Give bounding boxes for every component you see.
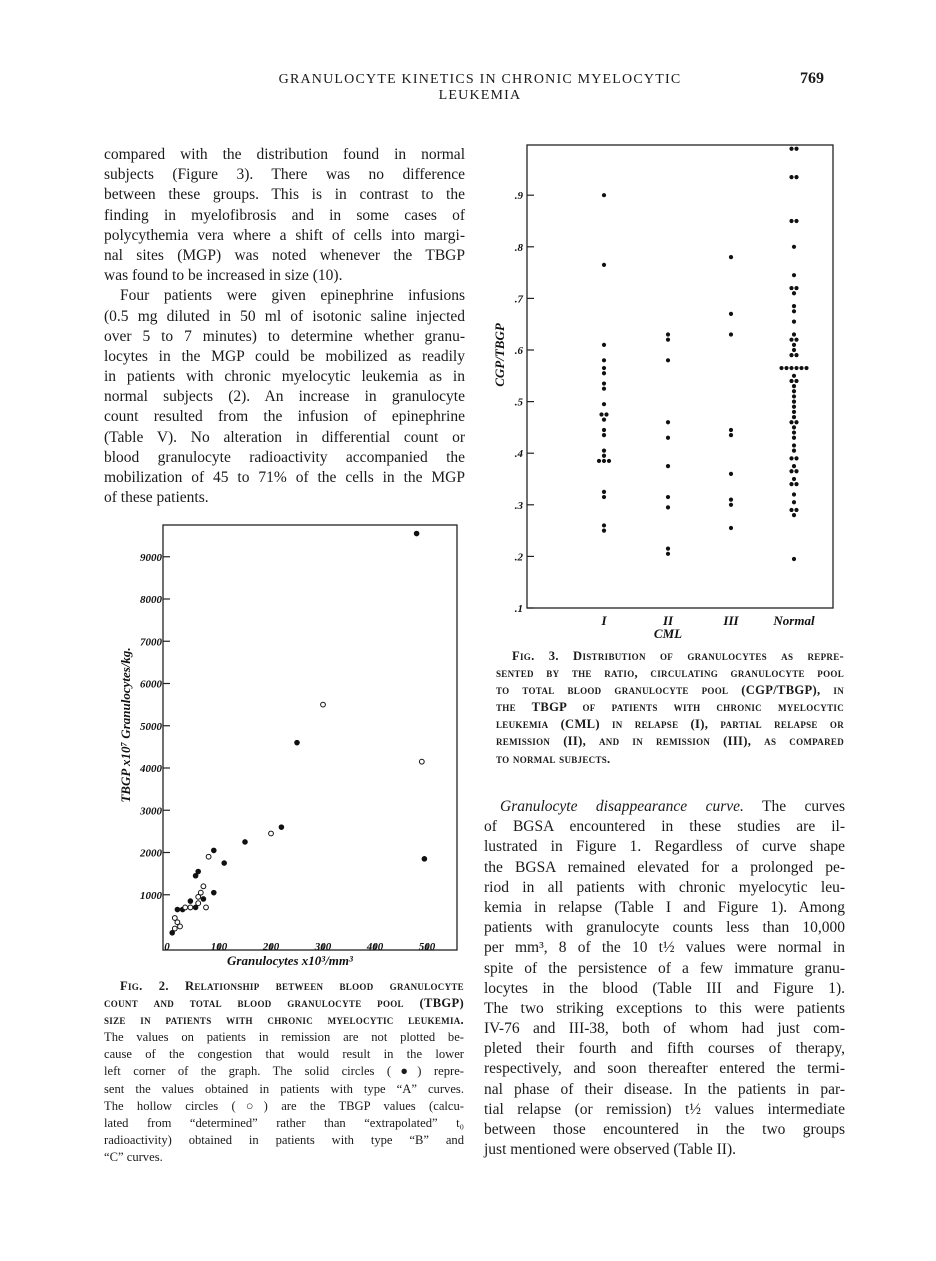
paragraph-line: patients with granulocyte counts less than 10,000 [484, 919, 845, 937]
caption-line: “C” curves. [104, 1149, 163, 1164]
paragraph-line: respectively, and soon thereafter entered the termi- [484, 1060, 845, 1078]
paragraph-line: compared with the distribution found in normal [104, 146, 465, 163]
paragraph-line: in patients with chronic myelocytic leukemia as in [104, 368, 465, 386]
data-point-normal [792, 449, 796, 453]
paragraph-line: (0.5 mg diluted in 50 ml of isotonic saline injected [104, 307, 465, 325]
data-point-i [602, 193, 606, 197]
paragraph-line: the BGSA remained elevated for a prolonged pe- [484, 858, 845, 876]
data-point-normal [789, 482, 793, 486]
data-point-normal [794, 482, 798, 486]
data-point-i [602, 263, 606, 267]
data-point-i [597, 459, 601, 463]
solid-data-point [414, 531, 419, 536]
paragraph-line: Granulocyte disappearance curve. The curves [500, 798, 845, 815]
paragraph-line: per mm³, 8 of the 10 t½ values were normal in [484, 939, 845, 957]
data-point-ii [666, 495, 670, 499]
paragraph-line: between those encountered in the two groups [484, 1121, 845, 1138]
paragraph-line: normal subjects (2). An increase in granulocyte [104, 388, 465, 406]
hollow-data-point [178, 924, 183, 929]
paragraph-line: polycythemia vera where a shift of cells into margi- [104, 226, 465, 244]
y-axis-label: CGP/TBGP [492, 323, 507, 387]
caption-line: to normal subjects. [496, 751, 611, 766]
data-point-i [602, 418, 606, 422]
data-point-ii [666, 505, 670, 509]
data-point-normal [794, 456, 798, 460]
hollow-data-point [196, 901, 201, 906]
data-point-normal [792, 309, 796, 313]
data-point-normal [789, 353, 793, 357]
paragraph-line: subjects (Figure 3). There was no difference [104, 166, 465, 184]
paragraph-line: IV-76 and III-38, both of whom had just com- [484, 1020, 845, 1038]
caption-line: Fig. 2. Relationship between blood granulocyte [120, 979, 464, 993]
data-point-normal [789, 147, 793, 151]
caption-line: radioactivity) obtained in patients with type “B” and [104, 1132, 464, 1147]
data-point-normal [794, 147, 798, 151]
data-point-normal [792, 343, 796, 347]
solid-data-point [222, 861, 227, 866]
y-tick-label: 2000 [140, 847, 162, 860]
category-label: I [601, 613, 607, 628]
figure-3-caption [496, 648, 844, 768]
paragraph-line: was found to be increased in size (10). [104, 267, 343, 285]
data-point-normal [789, 286, 793, 290]
data-point-normal [792, 443, 796, 447]
solid-data-point [422, 857, 427, 862]
data-point-normal [794, 366, 798, 370]
caption-line: Fig. 3. Distribution of granulocytes as repre- [512, 649, 844, 663]
paragraph-line: locytes in the MGP could be mobilized as readily [104, 347, 465, 365]
solid-data-point [212, 848, 217, 853]
data-point-normal [784, 366, 788, 370]
x-axis-label: Granulocytes x10³/mm³ [227, 953, 353, 968]
data-point-normal [792, 332, 796, 336]
x-tick-label: 100 [210, 941, 228, 953]
data-point-normal [789, 219, 793, 223]
data-point-normal [789, 338, 793, 342]
solid-data-point [201, 897, 206, 902]
solid-data-point [279, 825, 284, 830]
data-point-i [607, 459, 611, 463]
data-point-normal [792, 500, 796, 504]
data-point-normal [794, 338, 798, 342]
hollow-data-point [183, 905, 188, 910]
y-tick-label: .7 [514, 293, 523, 306]
paragraph-line: spite of the persistence of a few immature granu- [484, 959, 845, 977]
paragraph-line: The two striking exceptions to this were patients [484, 999, 845, 1017]
data-point-normal [792, 436, 796, 440]
data-point-normal [794, 420, 798, 424]
data-point-normal [792, 304, 796, 308]
y-tick-label: .8 [514, 241, 523, 254]
data-point-normal [789, 379, 793, 383]
data-point-i [602, 371, 606, 375]
caption-line: The hollow circles (○) are the TBGP values (calcu- [104, 1098, 464, 1113]
hollow-data-point [206, 854, 211, 859]
y-tick-label: 8000 [140, 594, 162, 606]
paragraph-line: riod in all patients with chronic myelocytic leu- [484, 878, 845, 896]
data-point-iii [729, 332, 733, 336]
data-point-ii [666, 358, 670, 362]
data-point-normal [792, 492, 796, 496]
paragraph-line: over 5 to 7 minutes) to determine whether granu- [104, 327, 465, 345]
data-point-normal [792, 320, 796, 324]
y-tick-label: .6 [514, 345, 523, 357]
paragraph-line: of these patients. [104, 489, 209, 507]
y-tick-label: .5 [514, 396, 523, 409]
data-point-normal [792, 477, 796, 481]
data-point-i [602, 428, 606, 432]
y-axis-label: TBGP x10⁷ Granulocytes/kg. [118, 647, 133, 803]
x-axis-label: CML [653, 626, 683, 641]
data-point-iii [729, 526, 733, 530]
paragraph-line: just mentioned were observed (Table II). [484, 1141, 736, 1159]
data-point-i [602, 433, 606, 437]
hollow-data-point [172, 926, 177, 931]
y-tick-label: 1000 [140, 889, 162, 902]
data-point-normal [789, 456, 793, 460]
paragraph-line: count resulted from the infusion of epinephrine [104, 408, 465, 426]
data-point-i [602, 529, 606, 533]
paragraph-line: (Table V). No alteration in differential count or [104, 428, 465, 446]
data-point-normal [792, 415, 796, 419]
paragraph-line: mobilization of 45 to 71% of the cells in the MGP [104, 469, 465, 486]
data-point-ii [666, 332, 670, 336]
data-point-normal [804, 366, 808, 370]
data-point-ii [666, 464, 670, 468]
data-point-i [602, 358, 606, 362]
solid-data-point [193, 873, 198, 878]
y-tick-label: 3000 [140, 805, 162, 818]
paragraph-line: nal sites (MGP) was noted whenever the TBGP [104, 246, 465, 264]
solid-data-point [295, 740, 300, 745]
data-point-normal [794, 219, 798, 223]
data-point-i [602, 459, 606, 463]
caption-line: left corner of the graph. The solid circles (●) repre- [104, 1064, 464, 1079]
x-tick-label: 500 [418, 941, 436, 953]
data-point-ii [666, 420, 670, 424]
data-point-i [602, 381, 606, 385]
solid-data-point [212, 890, 217, 895]
x-tick-label: 0 [164, 941, 170, 953]
data-point-normal [792, 513, 796, 517]
section-heading: Granulocyte disappearance curve. [500, 798, 744, 815]
y-tick-label: .1 [514, 603, 523, 615]
figure-2-caption [104, 978, 464, 1166]
data-point-iii [729, 472, 733, 476]
caption-line: leukemia (CML) in relapse (I), partial relapse or [496, 717, 844, 732]
paragraph-line: kemia in relapse (Table I and Figure 1). Among [484, 898, 845, 916]
y-tick-label: 4000 [140, 763, 162, 775]
y-tick-label: 6000 [140, 678, 162, 691]
data-point-normal [794, 469, 798, 473]
data-point-iii [729, 255, 733, 259]
paragraph-line: pleted their fourth and fifth courses of therapy, [484, 1040, 845, 1058]
data-point-normal [794, 175, 798, 179]
data-point-i [602, 343, 606, 347]
data-point-iii [729, 428, 733, 432]
paragraph-line: finding in myelofibrosis and in some cases of [104, 206, 465, 224]
caption-line: The values on patients in remission are not plotted be- [104, 1030, 464, 1045]
hollow-data-point [419, 759, 424, 764]
paragraph-line: tial relapse (or remission) t½ values intermediate [484, 1100, 845, 1118]
y-tick-label: 5000 [140, 720, 162, 733]
x-tick-label: 200 [262, 941, 280, 953]
caption-line: to total blood granulocyte pool (CGP/TBGP), in [496, 683, 844, 698]
caption-line: count and total blood granulocyte pool (TBGP) [104, 996, 464, 1011]
x-tick-label: 400 [366, 941, 384, 953]
category-label: III [723, 613, 739, 628]
solid-data-point [175, 907, 180, 912]
caption-line: lated from “determined” rather than “extrapolated” t₀ [104, 1115, 464, 1130]
data-point-normal [794, 286, 798, 290]
category-label: Normal [773, 613, 815, 628]
caption-line: the TBGP of patients with chronic myelocytic [496, 700, 844, 715]
running-title: GRANULOCYTE KINETICS IN CHRONIC MYELOCYTIC LEUKEMIA [278, 72, 682, 103]
page-number: 769 [800, 70, 824, 87]
x-tick-label: 300 [314, 941, 332, 953]
right-column-text [484, 797, 845, 1160]
caption-line: sent the values obtained in patients with type “A” curves. [104, 1081, 464, 1096]
data-point-normal [794, 353, 798, 357]
paragraph-line: of BGSA encountered in these studies are il- [484, 818, 845, 836]
data-point-normal [792, 273, 796, 277]
data-point-normal [792, 348, 796, 352]
data-point-normal [792, 410, 796, 414]
data-point-iii [729, 503, 733, 507]
data-point-normal [789, 469, 793, 473]
solid-data-point [188, 899, 193, 904]
data-point-normal [794, 379, 798, 383]
data-point-i [602, 490, 606, 494]
plot-frame [527, 145, 833, 608]
hollow-data-point [204, 905, 209, 910]
hollow-data-point [201, 884, 206, 889]
data-point-ii [666, 338, 670, 342]
data-point-ii [666, 547, 670, 551]
hollow-data-point [188, 905, 193, 910]
data-point-ii [666, 436, 670, 440]
data-point-normal [792, 557, 796, 561]
data-point-normal [794, 508, 798, 512]
paragraph-line: nal phase of their disease. In the patients in par- [484, 1080, 845, 1098]
data-point-ii [666, 552, 670, 556]
caption-line: remission (II), and in remission (III), as compared [496, 734, 844, 749]
data-point-iii [729, 312, 733, 316]
y-tick-label: .4 [514, 448, 523, 461]
data-point-iii [729, 498, 733, 502]
data-point-normal [789, 508, 793, 512]
data-point-normal [789, 366, 793, 370]
data-point-normal [792, 400, 796, 404]
hollow-data-point [321, 702, 326, 707]
data-point-iii [729, 433, 733, 437]
data-point-normal [792, 464, 796, 468]
paragraph-line: blood granulocyte radioactivity accompanied the [104, 448, 465, 466]
left-column-text [104, 145, 465, 508]
hollow-data-point [196, 894, 201, 899]
y-tick-label: .2 [514, 551, 523, 564]
paragraph-line: locytes in the blood (Table III and Figure 1). [484, 979, 845, 997]
data-point-normal [792, 384, 796, 388]
data-point-normal [792, 245, 796, 249]
figure-2-scatter-chart [100, 520, 470, 980]
data-point-normal [799, 366, 803, 370]
data-point-normal [789, 420, 793, 424]
plot-frame [163, 525, 457, 950]
data-point-i [602, 449, 606, 453]
y-tick-label: 7000 [140, 636, 162, 649]
paragraph-line: between these groups. This is in contrast to the [104, 186, 465, 204]
data-point-normal [792, 394, 796, 398]
data-point-i [602, 366, 606, 370]
caption-line: size in patients with chronic myelocytic leukemia. [104, 1013, 464, 1028]
data-point-normal [792, 389, 796, 393]
y-tick-label: .3 [514, 499, 523, 512]
caption-line: sented by the ratio, circulating granulocyte pool [496, 666, 844, 681]
data-point-i [602, 454, 606, 458]
y-tick-label: 9000 [140, 551, 162, 564]
category-label: II [662, 613, 674, 628]
data-point-i [602, 523, 606, 527]
y-tick-label: .9 [514, 190, 523, 203]
data-point-normal [792, 374, 796, 378]
data-point-normal [779, 366, 783, 370]
hollow-data-point [269, 831, 274, 836]
caption-line: cause of the congestion that would result in the lower [104, 1047, 464, 1062]
data-point-normal [792, 425, 796, 429]
data-point-normal [792, 291, 796, 295]
data-point-normal [792, 405, 796, 409]
data-point-normal [789, 175, 793, 179]
data-point-i [599, 412, 603, 416]
figure-3-dot-plot [490, 130, 850, 650]
solid-data-point [243, 840, 248, 845]
paragraph-line: Four patients were given epinephrine infusions [120, 287, 465, 305]
data-point-normal [792, 430, 796, 434]
data-point-i [602, 402, 606, 406]
paragraph-line: lustrated in Figure 1. Regardless of curve shape [484, 838, 845, 856]
data-point-i [602, 495, 606, 499]
data-point-i [602, 387, 606, 391]
data-point-i [604, 412, 608, 416]
